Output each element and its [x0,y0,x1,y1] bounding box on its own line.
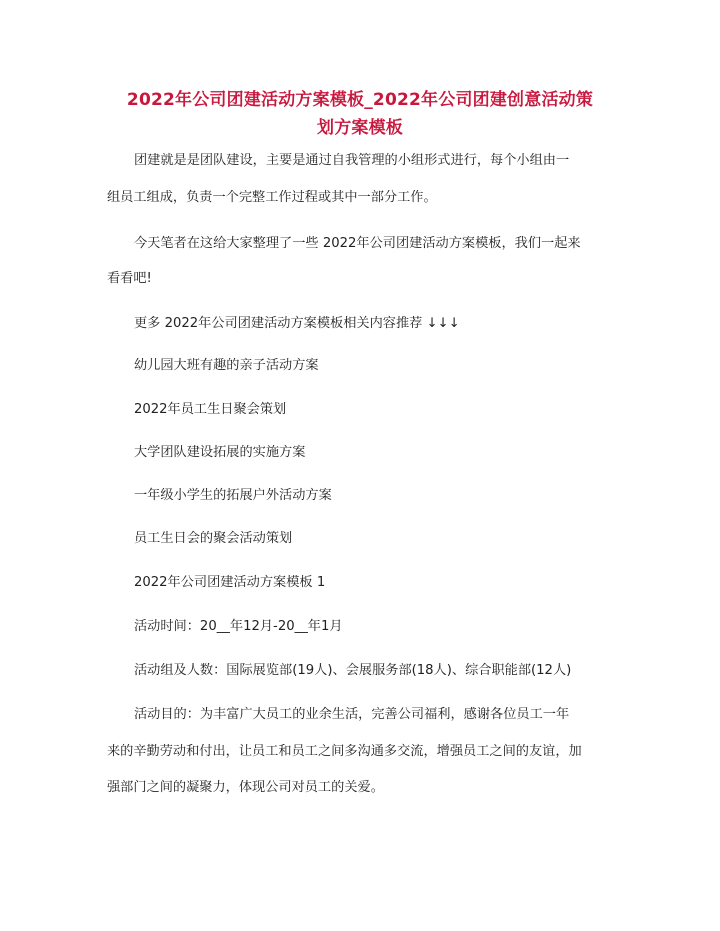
title-line-1: 2022年公司团建活动方案模板_2022年公司团建创意活动策 [126,90,594,110]
related-link[interactable]: 幼儿园大班有趣的亲子活动方案 [134,358,319,373]
intro-paragraph-2-line-2: 看看吧! [107,271,152,286]
intro-paragraph-2-line-1: 今天笔者在这给大家整理了一些 2022年公司团建活动方案模板，我们一起来 [134,236,581,251]
related-link[interactable]: 员工生日会的聚会活动策划 [134,531,293,546]
activity-time: 活动时间：20__年12月-20__年1月 [134,619,343,634]
activity-groups: 活动组及人数：国际展览部(19人)、会展服务部(18人)、综合职能部(12人) [134,663,572,678]
related-link[interactable]: 一年级小学生的拓展户外活动方案 [134,488,332,503]
related-link[interactable]: 2022年员工生日聚会策划 [134,402,287,417]
related-link[interactable]: 大学团队建设拓展的实施方案 [134,445,306,460]
intro-paragraph-1-line-1: 团建就是是团队建设，主要是通过自我管理的小组形式进行，每个小组由一 [134,153,570,168]
purpose-line-3: 强部门之间的凝聚力，体现公司对员工的关爱。 [107,780,384,795]
more-recommendations: 更多 2022年公司团建活动方案模板相关内容推荐 ↓↓↓ [134,316,460,331]
document-title [100,86,620,142]
title-line-2: 划方案模板 [317,118,403,138]
section-title: 2022年公司团建活动方案模板 1 [134,575,326,590]
purpose-line-1: 活动目的：为丰富广大员工的业余生活，完善公司福利，感谢各位员工一年 [134,707,570,722]
purpose-line-2: 来的辛勤劳动和付出，让员工和员工之间多沟通多交流，增强员工之间的友谊，加 [107,744,582,759]
intro-paragraph-1-line-2: 组员工组成，负责一个完整工作过程或其中一部分工作。 [107,190,437,205]
